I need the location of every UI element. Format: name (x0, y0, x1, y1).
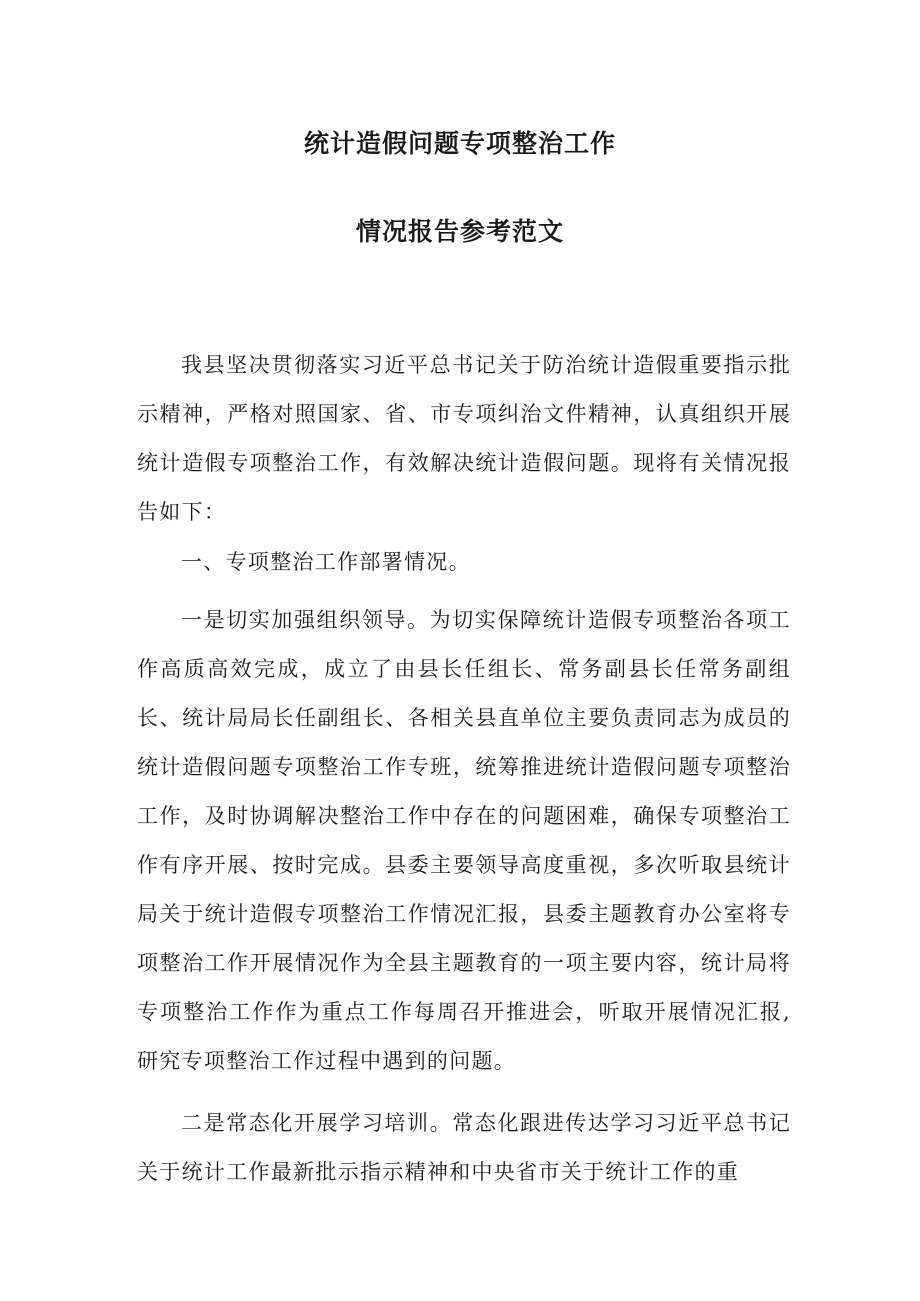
document-title-line-1: 统计造假问题专项整治工作 (303, 129, 616, 158)
section-heading-deployment: 一、专项整治工作部署情况。 (181, 550, 471, 574)
paragraph-training: 二是常态化开展学习培训。常态化跟进传达学习习近平总书记关于统计工作最新批示指示精神和中央省市关于统计工作的重 (137, 1111, 791, 1184)
document-title-line-2: 情况报告参考范文 (355, 217, 564, 246)
paragraph-intro: 我县坚决贯彻落实习近平总书记关于防治统计造假重要指示批示精神，严格对照国家、省、市专项纠治文件精神，认真组织开展统计造假专项整治工作，有效解决统计造假问题。现将有关情况报告如下： (137, 353, 791, 524)
paragraph-organization-leadership: 一是切实加强组织领导。为切实保障统计造假专项整治各项工作高质高效完成，成立了由县长任组长、常务副县长任常务副组长、统计局局长任副组长、各相关县直单位主要负责同志为成员的统计造假问题专项整治工作专班，统筹推进统计造假问题专项整治工作，及时协调解决整治工作中存在的问题困难，确保专项整治工作有序开展、按时完成。县委主要领导高度重视，多次听取县统计局关于统计造假专项整治工作情况汇报，县委主题教育办公室将专项整治工作开展情况作为全县主题教育的一项主要内容，统计局将专项整治工作作为重点工作每周召开推进会，听取开展情况汇报,研究专项整治工作过程中遇到的问题。 (137, 608, 791, 1073)
